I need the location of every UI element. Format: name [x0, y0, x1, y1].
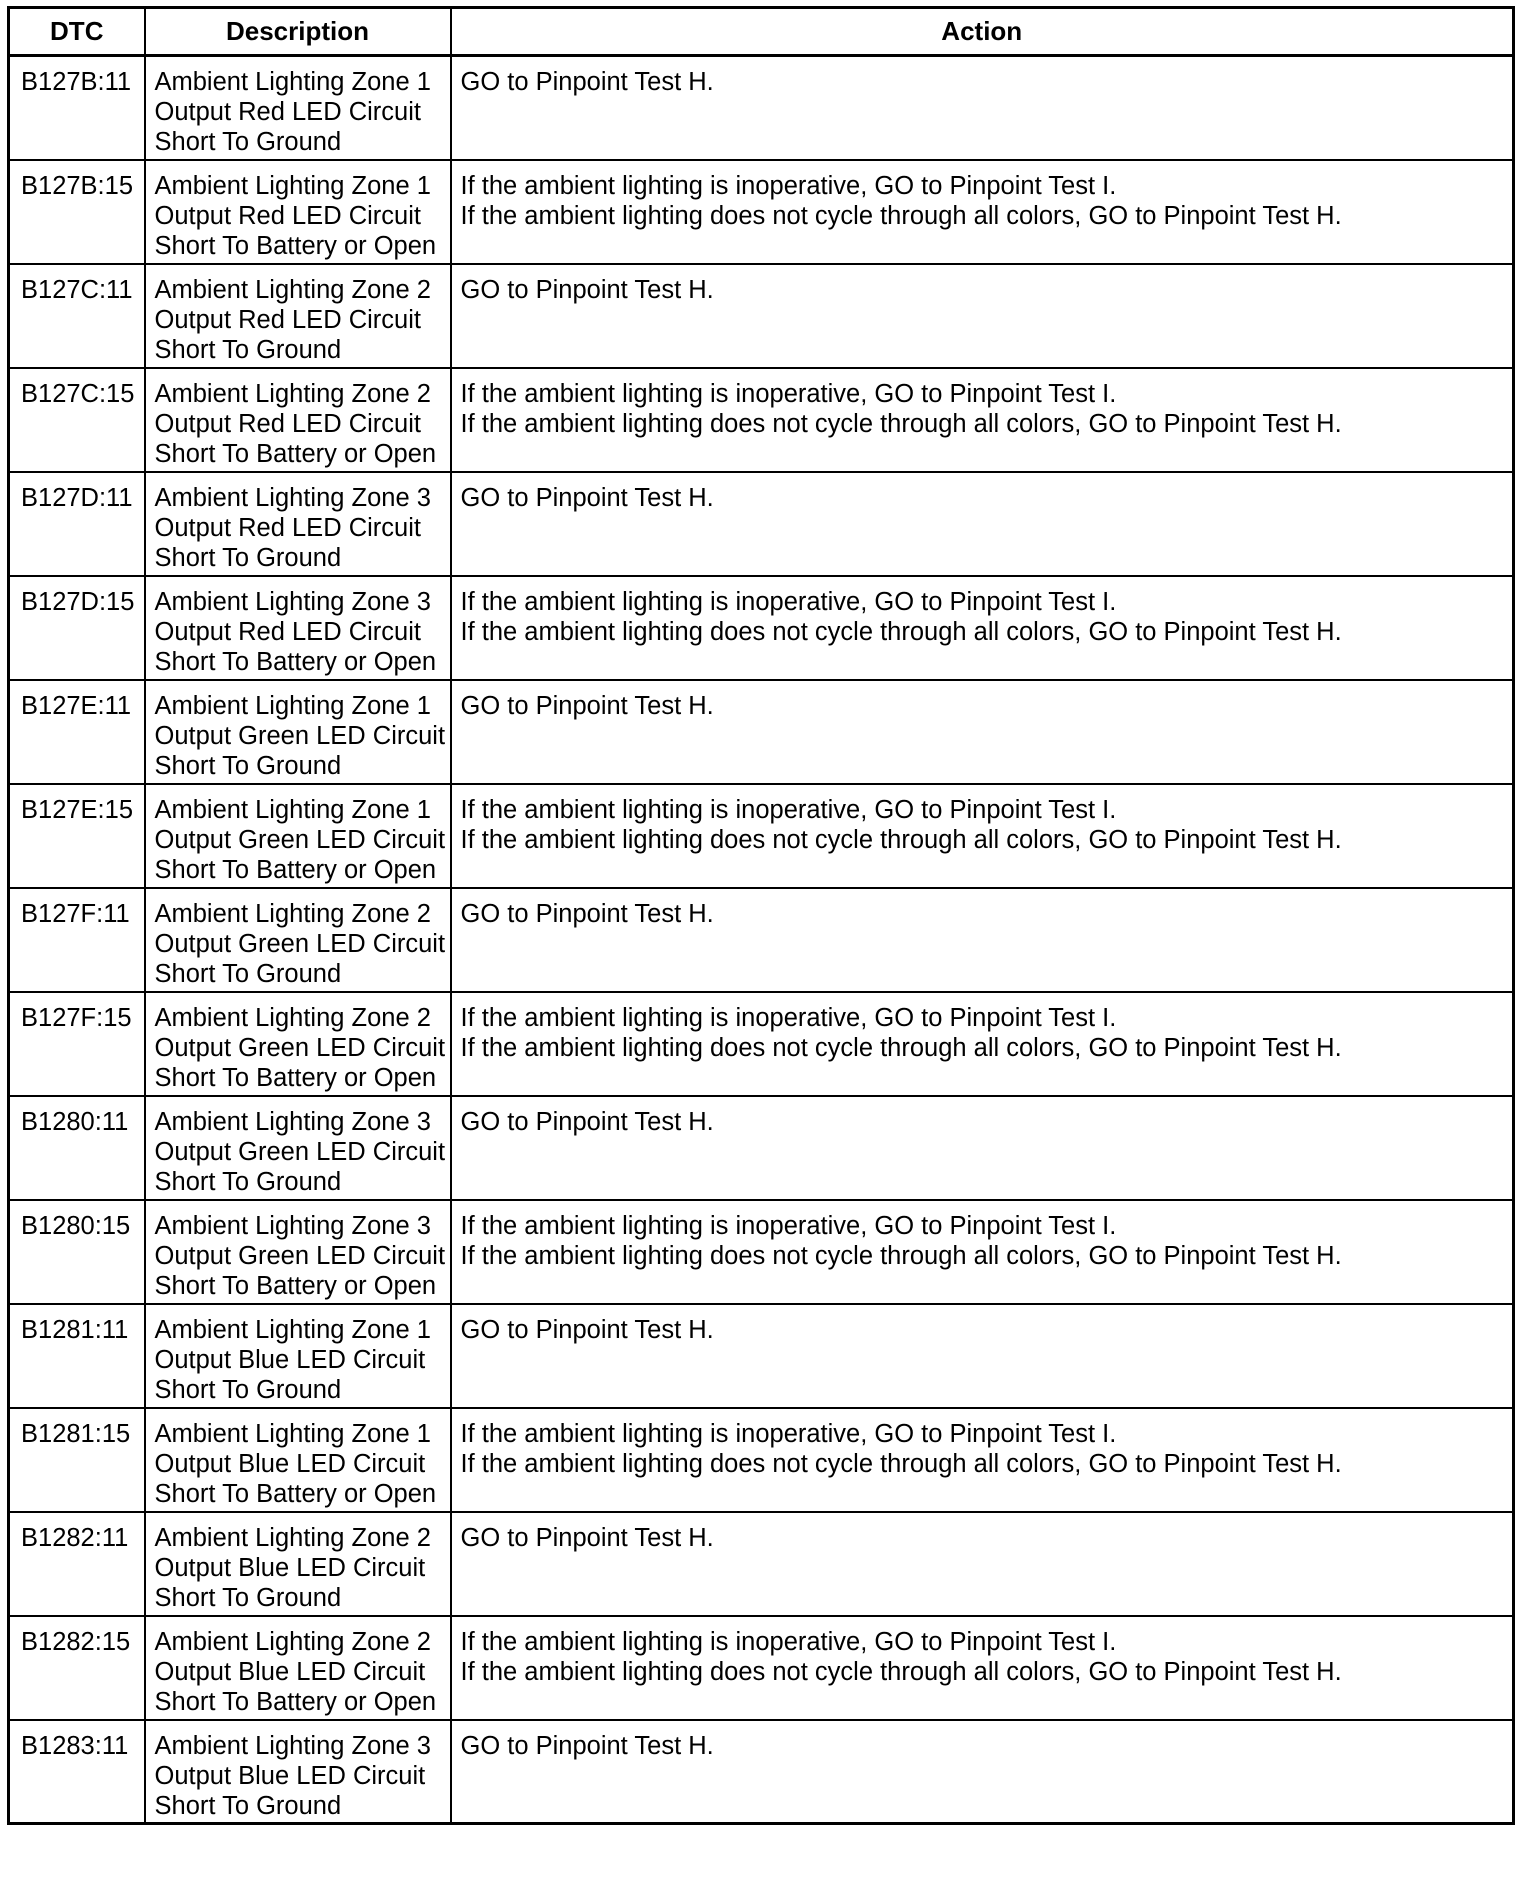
description-line: Short To Ground	[154, 543, 342, 572]
action-line: GO to Pinpoint Test H.	[460, 1523, 714, 1552]
dtc-code-cell: B127C:15	[9, 368, 145, 472]
description-line: Short To Ground	[154, 1583, 342, 1612]
description-line: Ambient Lighting Zone 1	[154, 68, 431, 96]
description-cell	[145, 1720, 451, 1824]
description-cell	[145, 576, 451, 680]
action-line: GO to Pinpoint Test H.	[460, 691, 714, 720]
dtc-code-cell: B127E:15	[9, 784, 145, 888]
dtc-code-cell: B127F:15	[9, 992, 145, 1096]
action-line: If the ambient lighting is inoperative, GO to Pinpoint Test I.	[460, 171, 1117, 200]
description-line: Ambient Lighting Zone 1	[154, 795, 431, 824]
description-line: Short To Battery or Open	[154, 647, 437, 676]
description-line: Ambient Lighting Zone 2	[154, 1523, 431, 1552]
description-line: Output Red LED Circuit	[154, 98, 421, 127]
description-line: Output Green LED Circuit	[154, 929, 446, 958]
action-cell	[451, 992, 1514, 1096]
dtc-code-cell: B127C:11	[9, 264, 145, 368]
dtc-code-cell: B127D:15	[9, 576, 145, 680]
action-cell	[451, 472, 1514, 576]
action-cell	[451, 1512, 1514, 1616]
table-row	[9, 1408, 1514, 1512]
table-row	[9, 1096, 1514, 1200]
description-line: Short To Battery or Open	[154, 1479, 437, 1508]
action-cell	[451, 1720, 1514, 1824]
action-cell	[451, 160, 1514, 264]
description-cell	[145, 472, 451, 576]
action-line: If the ambient lighting does not cycle through all colors, GO to Pinpoint Test H.	[460, 1033, 1342, 1062]
description-line: Short To Ground	[154, 751, 342, 780]
dtc-table	[7, 6, 1515, 1825]
description-line: Short To Battery or Open	[154, 1063, 437, 1092]
description-cell	[145, 992, 451, 1096]
dtc-code-cell: B127E:11	[9, 680, 145, 784]
description-line: Ambient Lighting Zone 2	[154, 379, 431, 408]
description-line: Output Red LED Circuit	[154, 305, 421, 334]
action-cell	[451, 1616, 1514, 1720]
table-row	[9, 680, 1514, 784]
table-row	[9, 1616, 1514, 1720]
description-line: Output Green LED Circuit	[154, 1033, 446, 1062]
description-line: Output Red LED Circuit	[154, 409, 421, 438]
description-cell	[145, 1512, 451, 1616]
action-line: If the ambient lighting is inoperative, GO to Pinpoint Test I.	[460, 795, 1117, 824]
action-line: If the ambient lighting does not cycle through all colors, GO to Pinpoint Test H.	[460, 1449, 1342, 1478]
description-line: Short To Battery or Open	[154, 231, 437, 260]
action-line: If the ambient lighting does not cycle through all colors, GO to Pinpoint Test H.	[460, 617, 1342, 646]
action-line: If the ambient lighting does not cycle through all colors, GO to Pinpoint Test H.	[460, 825, 1342, 854]
action-cell	[451, 1200, 1514, 1304]
table-row	[9, 576, 1514, 680]
action-cell	[451, 888, 1514, 992]
action-line: If the ambient lighting does not cycle through all colors, GO to Pinpoint Test H.	[460, 1657, 1342, 1686]
action-line: If the ambient lighting is inoperative, GO to Pinpoint Test I.	[460, 1627, 1117, 1656]
table-row	[9, 1512, 1514, 1616]
description-cell	[145, 368, 451, 472]
description-cell	[145, 1096, 451, 1200]
description-line: Ambient Lighting Zone 1	[154, 691, 431, 720]
description-cell	[145, 1304, 451, 1408]
action-cell	[451, 680, 1514, 784]
table-row	[9, 784, 1514, 888]
description-line: Short To Ground	[154, 1791, 342, 1820]
action-cell	[451, 784, 1514, 888]
dtc-code-cell: B1281:15	[9, 1408, 145, 1512]
table-row	[9, 264, 1514, 368]
action-line: If the ambient lighting does not cycle through all colors, GO to Pinpoint Test H.	[460, 409, 1342, 438]
action-line: GO to Pinpoint Test H.	[460, 899, 714, 928]
description-line: Short To Battery or Open	[154, 1687, 437, 1716]
action-cell	[451, 1408, 1514, 1512]
action-line: If the ambient lighting is inoperative, GO to Pinpoint Test I.	[460, 1003, 1117, 1032]
description-line: Ambient Lighting Zone 2	[154, 899, 431, 928]
description-line: Output Blue LED Circuit	[154, 1761, 426, 1790]
action-line: GO to Pinpoint Test H.	[460, 483, 714, 512]
action-cell	[451, 368, 1514, 472]
action-cell	[451, 576, 1514, 680]
dtc-code-cell: B1280:11	[9, 1096, 145, 1200]
description-cell	[145, 1200, 451, 1304]
table-row	[9, 992, 1514, 1096]
action-line: If the ambient lighting is inoperative, GO to Pinpoint Test I.	[460, 1211, 1117, 1240]
description-line: Ambient Lighting Zone 3	[154, 1107, 431, 1136]
description-line: Ambient Lighting Zone 1	[154, 171, 431, 200]
description-line: Output Blue LED Circuit	[154, 1657, 426, 1686]
description-line: Short To Battery or Open	[154, 1271, 437, 1300]
action-line: GO to Pinpoint Test H.	[460, 1107, 714, 1136]
header-dtc: DTC	[9, 8, 145, 56]
description-line: Ambient Lighting Zone 3	[154, 587, 431, 616]
table-row	[9, 472, 1514, 576]
table-row	[9, 1200, 1514, 1304]
description-line: Output Green LED Circuit	[154, 825, 446, 854]
description-line: Ambient Lighting Zone 2	[154, 1627, 431, 1656]
action-cell	[451, 1096, 1514, 1200]
description-line: Short To Ground	[154, 1167, 342, 1196]
description-line: Short To Ground	[154, 128, 342, 157]
header-action: Action	[451, 8, 1514, 56]
description-cell	[145, 1616, 451, 1720]
dtc-code-cell: B1281:11	[9, 1304, 145, 1408]
description-cell	[145, 1408, 451, 1512]
description-line: Ambient Lighting Zone 1	[154, 1419, 431, 1448]
description-line: Output Red LED Circuit	[154, 201, 421, 230]
dtc-code-cell: B127B:11	[9, 56, 145, 160]
description-cell	[145, 56, 451, 160]
description-line: Output Red LED Circuit	[154, 513, 421, 542]
table-row	[9, 56, 1514, 160]
action-line: If the ambient lighting is inoperative, GO to Pinpoint Test I.	[460, 1419, 1117, 1448]
description-line: Output Red LED Circuit	[154, 617, 421, 646]
description-line: Output Green LED Circuit	[154, 1241, 446, 1270]
action-line: If the ambient lighting is inoperative, GO to Pinpoint Test I.	[460, 587, 1117, 616]
description-line: Output Green LED Circuit	[154, 721, 446, 750]
description-line: Output Green LED Circuit	[154, 1137, 446, 1166]
description-cell	[145, 888, 451, 992]
dtc-code-cell: B127F:11	[9, 888, 145, 992]
description-cell	[145, 264, 451, 368]
dtc-code-cell: B127D:11	[9, 472, 145, 576]
dtc-code-cell: B127B:15	[9, 160, 145, 264]
table-row	[9, 888, 1514, 992]
action-line: If the ambient lighting does not cycle through all colors, GO to Pinpoint Test H.	[460, 1241, 1342, 1270]
description-line: Short To Ground	[154, 959, 342, 988]
table-body	[9, 56, 1514, 1824]
description-line: Short To Battery or Open	[154, 855, 437, 884]
table-row	[9, 1720, 1514, 1824]
description-line: Ambient Lighting Zone 2	[154, 275, 431, 304]
table-row	[9, 1304, 1514, 1408]
table-row	[9, 368, 1514, 472]
header-description: Description	[145, 8, 451, 56]
action-cell	[451, 1304, 1514, 1408]
description-line: Short To Battery or Open	[154, 439, 437, 468]
description-line: Ambient Lighting Zone 3	[154, 1211, 431, 1240]
description-line: Output Blue LED Circuit	[154, 1345, 426, 1374]
dtc-code-cell: B1283:11	[9, 1720, 145, 1824]
action-cell	[451, 264, 1514, 368]
description-line: Output Blue LED Circuit	[154, 1449, 426, 1478]
table-row	[9, 160, 1514, 264]
description-line: Ambient Lighting Zone 3	[154, 1731, 431, 1760]
action-cell	[451, 56, 1514, 160]
header-row	[9, 8, 1514, 56]
description-line: Ambient Lighting Zone 1	[154, 1315, 431, 1344]
description-line: Output Blue LED Circuit	[154, 1553, 426, 1582]
action-line: GO to Pinpoint Test H.	[460, 275, 714, 304]
action-line: If the ambient lighting is inoperative, GO to Pinpoint Test I.	[460, 379, 1117, 408]
action-line: GO to Pinpoint Test H.	[460, 68, 714, 96]
dtc-code-cell: B1282:11	[9, 1512, 145, 1616]
description-cell	[145, 160, 451, 264]
action-line: GO to Pinpoint Test H.	[460, 1315, 714, 1344]
action-line: GO to Pinpoint Test H.	[460, 1731, 714, 1760]
description-cell	[145, 680, 451, 784]
dtc-code-cell: B1282:15	[9, 1616, 145, 1720]
description-line: Short To Ground	[154, 1375, 342, 1404]
action-line: If the ambient lighting does not cycle through all colors, GO to Pinpoint Test H.	[460, 201, 1342, 230]
dtc-code-cell: B1280:15	[9, 1200, 145, 1304]
description-line: Ambient Lighting Zone 2	[154, 1003, 431, 1032]
description-line: Ambient Lighting Zone 3	[154, 483, 431, 512]
description-cell	[145, 784, 451, 888]
description-line: Short To Ground	[154, 335, 342, 364]
